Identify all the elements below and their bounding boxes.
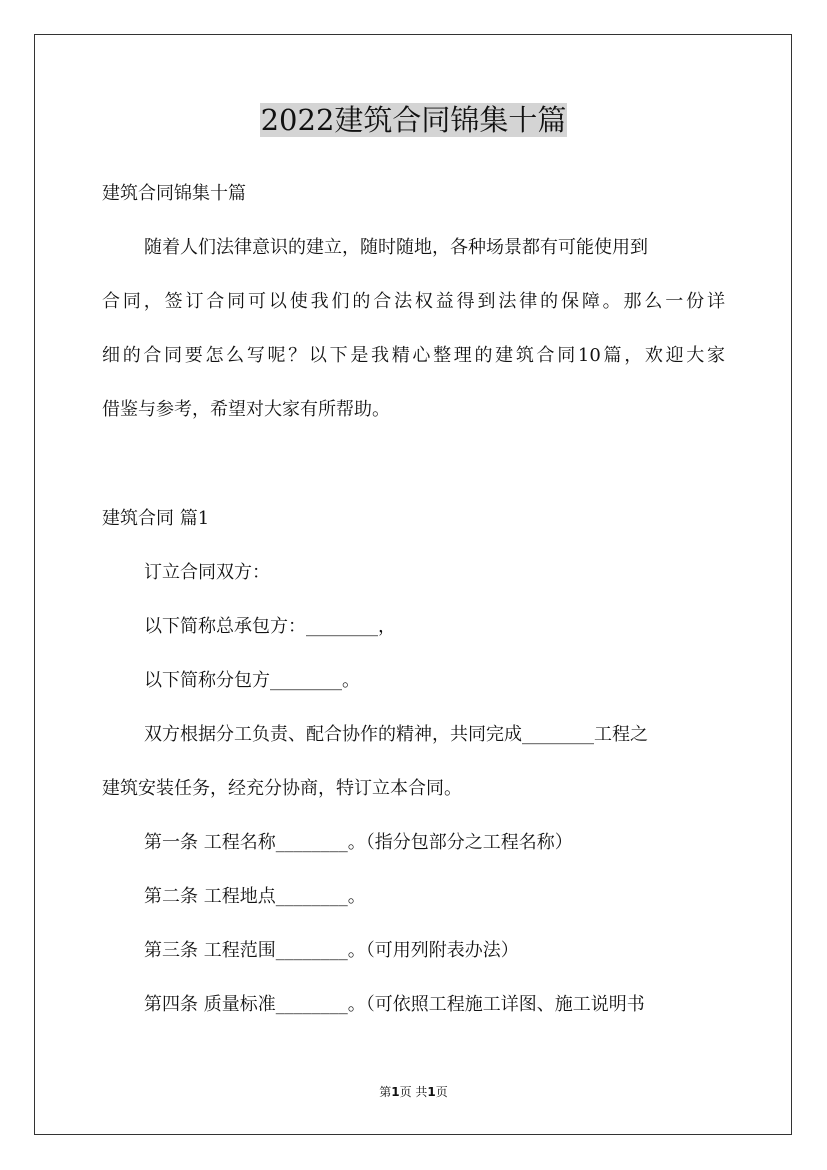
footer-prefix: 第 [379,1085,392,1099]
clause-2: 第二条 工程地点________。 [144,886,366,907]
current-page-number: 1 [391,1085,400,1099]
title-highlight: 2022建筑合同锦集十篇 [260,103,567,137]
total-page-number: 1 [427,1085,436,1099]
page-footer [0,1084,827,1100]
body-line-1: 订立合同双方： [144,562,270,583]
intro-line-1: 随着人们法律意识的建立，随时随地，各种场景都有可能使用到 [144,237,648,258]
document-title [0,100,827,140]
section-heading: 建筑合同 篇1 [102,508,210,529]
document-subtitle: 建筑合同锦集十篇 [102,183,246,204]
intro-line-4: 借鉴与参考，希望对大家有所帮助。 [102,399,390,420]
body-line-2: 以下简称总承包方：________， [144,616,396,637]
footer-mid: 页 共 [399,1085,428,1099]
clause-3: 第三条 工程范围________。（可用列附表办法） [144,940,519,961]
clause-1: 第一条 工程名称________。（指分包部分之工程名称） [144,832,573,853]
clause-4: 第四条 质量标准________。（可依照工程施工详图、施工说明书 [144,994,645,1015]
footer-suffix: 页 [435,1085,448,1099]
body-line-4: 双方根据分工负责、配合协作的精神，共同完成________工程之 [144,724,648,745]
intro-line-2: 合同，签订合同可以使我们的合法权益得到法律的保障。那么一份详 [102,291,725,312]
body-line-3: 以下简称分包方________。 [144,670,360,691]
intro-line-3: 细的合同要怎么写呢？以下是我精心整理的建筑合同10篇，欢迎大家 [102,345,725,366]
body-line-5: 建筑安装任务，经充分协商，特订立本合同。 [102,778,462,799]
